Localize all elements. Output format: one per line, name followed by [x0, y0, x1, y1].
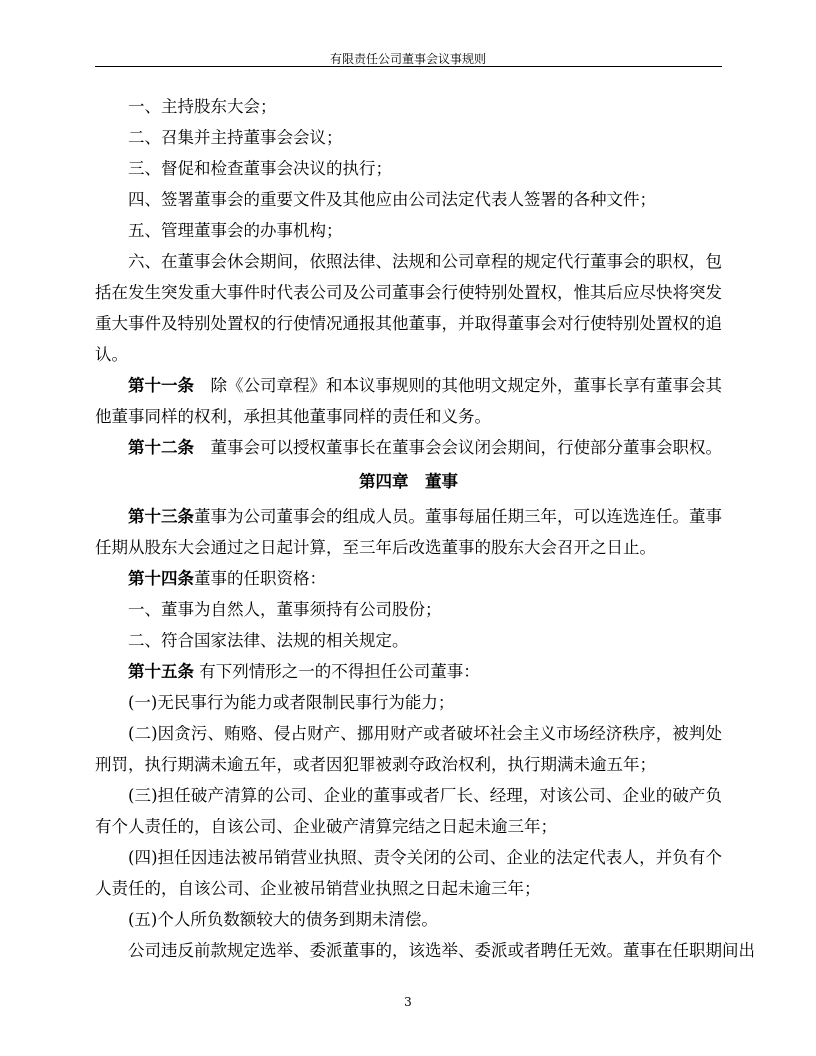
- article-label: 第十四条: [128, 569, 194, 588]
- article-13: [95, 501, 722, 563]
- paragraph: 二、召集并主持董事会会议；: [128, 128, 343, 147]
- list-item: 一、董事为自然人，董事须持有公司股份；: [128, 600, 442, 619]
- paragraph: 四、签署董事会的重要文件及其他应由公司法定代表人签署的各种文件；: [128, 190, 656, 209]
- article-label: 第十二条: [128, 438, 194, 457]
- article-15: [95, 656, 722, 687]
- list-item: (二)因贪污、贿赂、侵占财产、挪用财产或者破坏社会主义市场经济秩序，被判处刑罚，执行期满未逾五年，或者因犯罪被剥夺政治权利，执行期满未逾五年；: [95, 724, 722, 774]
- header-divider: [95, 66, 722, 67]
- paragraph: 三、督促和检查董事会决议的执行；: [128, 159, 392, 178]
- list-item: (四)担任因违法被吊销营业执照、责令关闭的公司、企业的法定代表人，并负有个人责任的，自该公司、企业被吊销营业执照之日起未逾三年；: [95, 848, 722, 898]
- article-text: 除《公司章程》和本议事规则的其他明文规定外，董事长享有董事会其他董事同样的权利，承担其他董事同样的责任和义务。: [95, 376, 722, 426]
- list-item: (一)无民事行为能力或者限制民事行为能力；: [128, 693, 455, 712]
- article-text: 董事会可以授权董事长在董事会会议闭会期间，行使部分董事会职权。: [194, 438, 722, 457]
- page-header-title: 有限责任公司董事会议事规则: [329, 52, 486, 66]
- document-body: [95, 91, 755, 966]
- article-text: 有下列情形之一的不得担任公司董事：: [194, 662, 480, 681]
- article-label: 第十一条: [128, 376, 194, 395]
- article-11: [95, 370, 722, 432]
- chapter-heading: 第四章 董事: [359, 472, 458, 491]
- list-item: 二、符合国家法律、法规的相关规定。: [128, 631, 409, 650]
- paragraph: 一、主持股东大会；: [128, 97, 277, 116]
- article-text: 董事的任职资格：: [194, 569, 326, 588]
- page-number: 3: [404, 995, 412, 1009]
- article-label: 第十五条: [128, 662, 194, 681]
- paragraph: 公司违反前款规定选举、委派董事的，该选举、委派或者聘任无效。董事在任职期间出: [128, 941, 755, 960]
- paragraph: 六、在董事会休会期间，依照法律、法规和公司章程的规定代行董事会的职权，包括在发生突发重大事件时代表公司及公司董事会行使特别处置权，惟其后应尽快将突发重大事件及特别处置权的行使情况通报其他董事，并取得董事会对行使特别处置权的追认。: [95, 252, 722, 364]
- article-text: 董事为公司董事会的组成人员。董事每届任期三年，可以连选连任。董事任期从股东大会通过之日起计算，至三年后改选董事的股东大会召开之日止。: [95, 507, 722, 557]
- article-14: [95, 563, 722, 594]
- list-item: (三)担任破产清算的公司、企业的董事或者厂长、经理，对该公司、企业的破产负有个人责任的，自该公司、企业破产清算完结之日起未逾三年；: [95, 786, 722, 836]
- article-12: [95, 432, 722, 463]
- paragraph: 五、管理董事会的办事机构；: [128, 221, 343, 240]
- list-item: (五)个人所负数额较大的债务到期未清偿。: [128, 910, 438, 929]
- article-label: 第十三条: [128, 507, 194, 526]
